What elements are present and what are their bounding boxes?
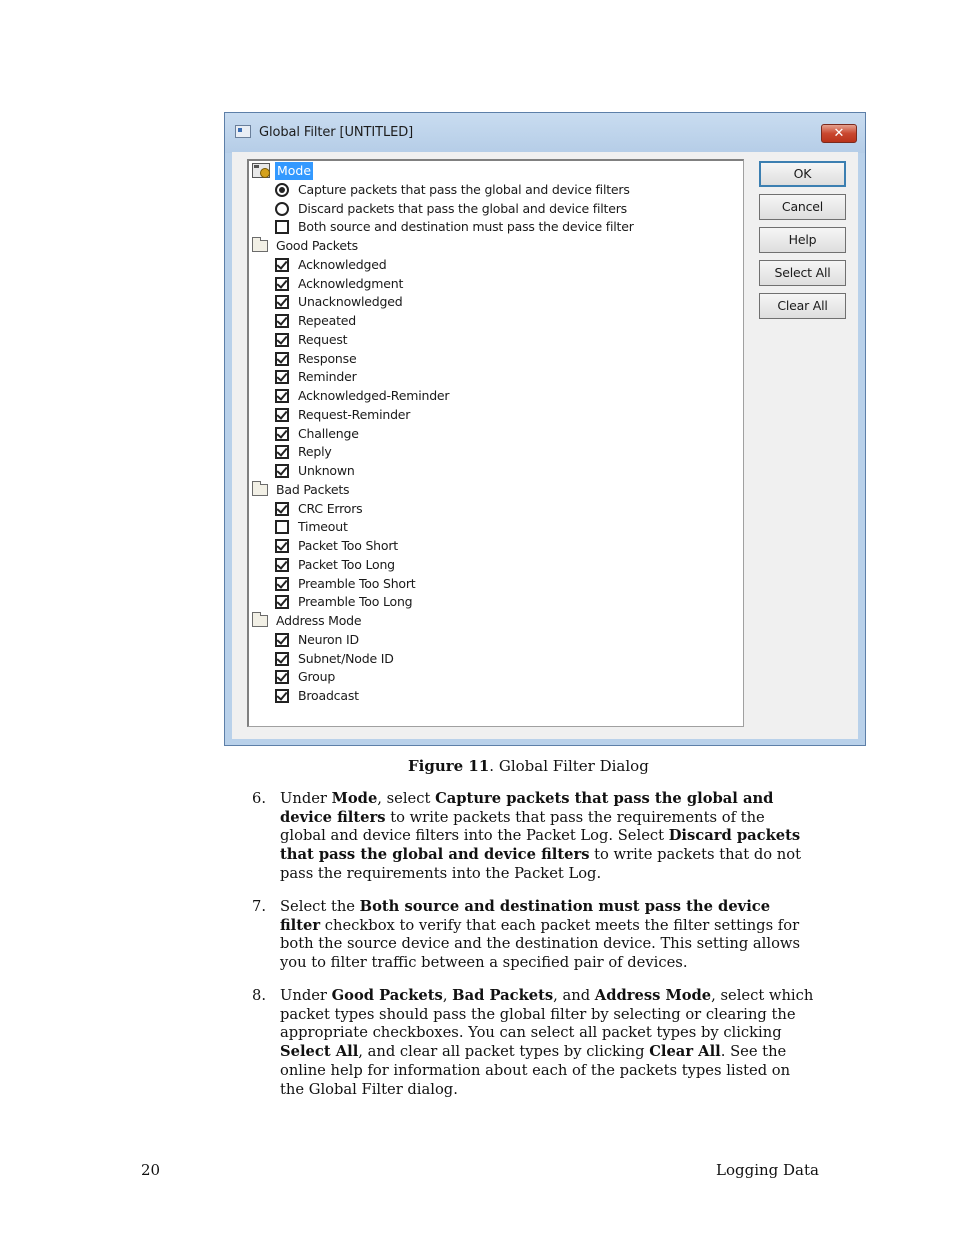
option-label: CRC Errors [298, 500, 363, 516]
checkbox[interactable] [275, 595, 289, 609]
text-run: Under [280, 987, 332, 1004]
footer-section-title: Logging Data [716, 1161, 819, 1179]
bold-term: Mode [331, 790, 378, 807]
option-label: Both source and destination must pass the device filter [298, 219, 634, 235]
step-text [280, 790, 815, 884]
filter-tree[interactable] [247, 159, 744, 727]
checkbox[interactable] [275, 389, 289, 403]
checkbox[interactable] [275, 502, 289, 516]
option-label: Reminder [298, 369, 357, 385]
text-run: Select the [280, 898, 360, 915]
text-run: . See the online help for information about each of the packets types listed on the Global Filter dialog. [280, 1043, 791, 1098]
checkbox[interactable] [275, 464, 289, 478]
bold-term: Bad Packets [452, 987, 554, 1004]
option-label: Broadcast [298, 688, 359, 703]
text-run: checkbox to verify that each packet meets the filter settings for both the source device and the destination device. This setting allows you to filter traffic between a specified pair of devices. [280, 916, 801, 972]
folder-icon [252, 240, 268, 252]
bold-term: Address Mode [594, 987, 712, 1004]
option-label: Repeated [298, 313, 357, 328]
option-label: Discard packets that pass the global and device filters [298, 200, 627, 216]
checkbox[interactable] [275, 333, 289, 347]
tree-group-label: Mode [277, 163, 312, 178]
checkbox[interactable] [275, 220, 289, 234]
radio-button[interactable] [275, 183, 289, 197]
option-label: Timeout [298, 519, 348, 535]
option-label: Unacknowledged [298, 294, 403, 310]
option-label: Group [298, 669, 336, 685]
bold-term: Clear All [649, 1043, 721, 1061]
window-icon [235, 125, 251, 138]
checkbox[interactable] [275, 295, 289, 309]
checkbox[interactable] [275, 258, 289, 272]
option-label: Reply [298, 444, 332, 460]
checkbox[interactable] [275, 633, 289, 647]
checkbox[interactable] [275, 520, 289, 534]
text-run: , and [553, 987, 595, 1004]
folder-icon [252, 615, 268, 627]
checkbox[interactable] [275, 445, 289, 459]
clear-all-button[interactable]: Clear All [759, 293, 846, 319]
radio-button[interactable] [275, 202, 289, 216]
option-label: Request [298, 331, 348, 347]
option-label: Subnet/Node ID [298, 650, 394, 666]
bold-term: Select All [280, 1043, 359, 1061]
checkbox[interactable] [275, 427, 289, 441]
text-run: , select [377, 790, 436, 807]
option-label: Acknowledged-Reminder [298, 388, 450, 403]
text-run: to write packets that pass the requirements of the global and device filters into the Packet Log. Select [280, 808, 765, 845]
figure-caption [408, 757, 649, 775]
option-label: Capture packets that pass the global and device filters [298, 181, 630, 197]
option-label: Request-Reminder [298, 406, 411, 422]
tree-group-label: Address Mode [276, 613, 362, 628]
checkbox[interactable] [275, 652, 289, 666]
tree-group-label: Bad Packets [276, 481, 350, 497]
page-number: 20 [141, 1161, 161, 1179]
bold-term: Good Packets [331, 987, 443, 1004]
option-label: Acknowledged [298, 256, 387, 272]
text-run: Under [280, 790, 332, 807]
bold-term: Both source and destination must pass the device filter [280, 898, 771, 934]
figure-caption-text: . Global Filter Dialog [489, 757, 649, 775]
checkbox[interactable] [275, 408, 289, 422]
checkbox[interactable] [275, 670, 289, 684]
text-run: , and clear all packet types by clicking [358, 1043, 650, 1061]
option-label: Neuron ID [298, 631, 359, 647]
text-run: , select which packet types should pass the global filter by selecting or clearing the appropriate checkboxes. You can select all packet types by clicking [280, 987, 814, 1042]
ok-button[interactable]: OK [759, 161, 846, 187]
text-run: to write packets that do not pass the requirements into the Packet Log. [280, 846, 801, 882]
checkbox[interactable] [275, 539, 289, 553]
checkbox[interactable] [275, 689, 289, 703]
bold-term: Capture packets that pass the global and device filters [280, 790, 774, 826]
text-run: , [442, 987, 453, 1004]
step-text [280, 987, 815, 1099]
option-label: Packet Too Long [298, 556, 395, 572]
figure-label: Figure 11 [408, 757, 490, 775]
step-text [280, 898, 815, 973]
option-label: Response [298, 350, 357, 366]
option-label: Acknowledgment [298, 275, 404, 291]
folder-icon [252, 484, 268, 496]
option-label: Packet Too Short [298, 538, 398, 553]
step-number: 7. [252, 898, 267, 915]
checkbox[interactable] [275, 577, 289, 591]
option-label: Challenge [298, 425, 359, 441]
option-label: Preamble Too Long [298, 594, 413, 610]
help-button[interactable]: Help [759, 227, 846, 253]
checkbox[interactable] [275, 352, 289, 366]
checkbox[interactable] [275, 314, 289, 328]
checkbox[interactable] [275, 558, 289, 572]
option-label: Unknown [298, 463, 355, 478]
checkbox[interactable] [275, 370, 289, 384]
global-filter-dialog [224, 112, 866, 746]
step-number: 8. [252, 987, 267, 1004]
option-label: Preamble Too Short [298, 575, 416, 591]
step-number: 6. [252, 790, 267, 807]
title-bar[interactable] [225, 113, 865, 153]
checkbox[interactable] [275, 277, 289, 291]
close-button[interactable]: ✕ [821, 124, 857, 143]
dialog-client-area [232, 152, 858, 739]
cancel-button[interactable]: Cancel [759, 194, 846, 220]
mode-icon [252, 163, 270, 178]
bold-term: Discard packets that pass the global and device filters [280, 827, 801, 864]
select-all-button[interactable]: Select All [759, 260, 846, 286]
dialog-title: Global Filter [UNTITLED] [259, 125, 414, 140]
tree-group-label: Good Packets [276, 238, 358, 253]
